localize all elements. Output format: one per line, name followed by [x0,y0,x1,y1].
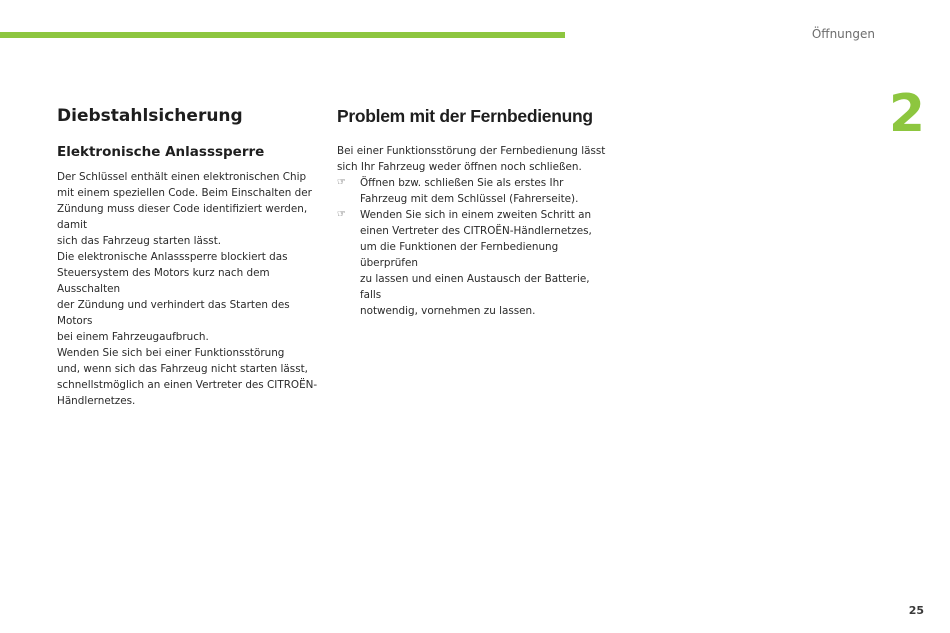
text-line: Zündung muss dieser Code identifiziert werden, damit [57,203,308,231]
text-line: Bei einer Funktionsstörung der Fernbedienung lässt [337,145,606,157]
header-accent-bar [0,32,565,38]
pointing-hand-icon: ☞ [337,177,346,188]
text-line: Öffnen bzw. schließen Sie als erstes Ihr [360,177,564,189]
text-line: Händlernetzes. [57,395,136,407]
remote-intro-paragraph [337,143,607,175]
text-line: Der Schlüssel enthält einen elektronischen Chip [57,171,307,183]
text-line: zu lassen und einen Austausch der Batterie, falls [360,273,590,301]
section-title-remote-problem: Problem mit der Fernbedienung [337,106,593,126]
text-line: Fahrzeug mit dem Schlüssel (Fahrerseite). [360,193,579,205]
text-line: sich Ihr Fahrzeug weder öffnen noch schließen. [337,161,582,173]
text-line: sich das Fahrzeug starten lässt. [57,235,222,247]
text-line: einen Vertreter des CITROËN-Händlernetzes, [360,225,592,237]
text-line: der Zündung und verhindert das Starten des Motors [57,299,290,327]
text-line: Steuersystem des Motors kurz nach dem Ausschalten [57,267,270,295]
remote-steps-list [337,175,607,319]
left-column [57,104,319,409]
subsection-title-immobiliser: Elektronische Anlasssperre [57,144,265,160]
text-line: Die elektronische Anlasssperre blockiert das [57,251,288,263]
section-title-anti-theft: Diebstahlsicherung [57,106,243,126]
text-line: mit einem speziellen Code. Beim Einschalten der [57,187,312,199]
text-line: schnellstmöglich an einen Vertreter des CITROËN- [57,379,318,391]
page-number: 25 [908,604,924,617]
chapter-number: 2 [888,84,925,144]
list-item [337,175,607,207]
text-line: notwendig, vornehmen zu lassen. [360,305,536,317]
text-line: um die Funktionen der Fernbedienung überprüfen [360,241,559,269]
section-label: Öffnungen [811,27,875,41]
list-item [337,207,607,319]
immobiliser-paragraph [57,169,319,409]
right-column [337,104,607,319]
text-line: Wenden Sie sich in einem zweiten Schritt an [360,209,592,221]
text-line: bei einem Fahrzeugaufbruch. [57,331,209,343]
text-line: und, wenn sich das Fahrzeug nicht starten lässt, [57,363,308,375]
text-line: Wenden Sie sich bei einer Funktionsstörung [57,347,285,359]
pointing-hand-icon: ☞ [337,209,346,220]
